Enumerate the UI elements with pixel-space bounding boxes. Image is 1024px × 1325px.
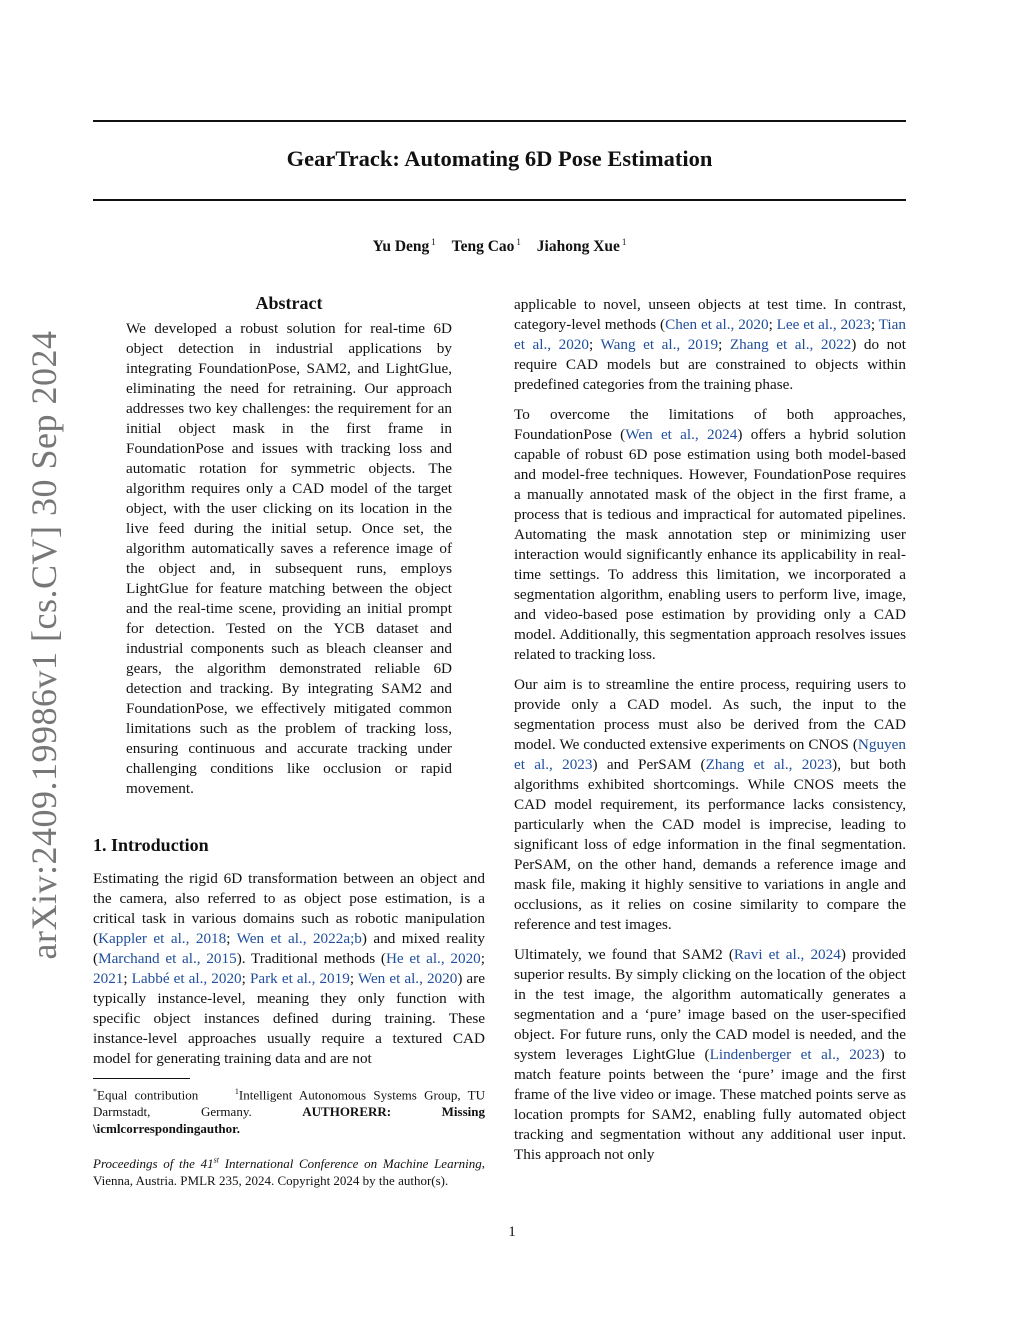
proceedings-note: Proceedings of the 41st International Conference on Machine Learning, Vienna, Austria. PMLR 235, 2024. Copyright 2024 by the author(s). (93, 1155, 485, 1188)
paragraph-text: ; (241, 970, 250, 987)
abstract-text: We developed a robust solution for real-time 6D object detection in industrial applications by integrating FoundationPose, SAM2, and LightGlue, eliminating the need for retraining. Our approach addresses two key challenges: the requirement for an initial object mask in the first frame in FoundationPose and issues with tracking loss and automatic rotation for symmetric objects. The algorithm requires only a CAD model of the target object, with the user clicking on its location in the live feed during the initial setup. Once set, the algorithm automatically saves a reference image of the object and, in subsequent runs, employs LightGlue for feature matching between the object and the real-time scene, providing an initial prompt for detection. Tested on the YCB dataset and industrial components such as bleach cleanser and gears, the algorithm demonstrated reliable 6D detection and tracking. By integrating SAM2 and FoundationPose, we effectively mitigated common limitations such as the problem of tracking loss, ensuring continuous and accurate tracking under challenging conditions like occlusion or rapid movement. (126, 320, 452, 797)
abstract-heading: Abstract (255, 293, 323, 313)
affiliation-mark: 1 (234, 1087, 239, 1096)
paragraph-text: ; (123, 970, 132, 987)
paragraph-text: ; (349, 970, 358, 987)
citation-link[interactable]: Wen et al., 2024 (625, 426, 738, 443)
paragraph-text: ; (480, 950, 485, 967)
author-list (93, 237, 906, 256)
arxiv-identifier: arXiv:2409.19986v1 [cs.CV] 30 Sep 2024 (24, 330, 64, 960)
citation-link[interactable]: 2021 (93, 970, 124, 987)
paragraph-text: ) to match feature points between the ‘pure’ image and the first frame of the live video or image. These matched points serve as location prompts for SAM2, enabling fully automated object tracking and segmentation without any additional user input. This approach not only (514, 1046, 906, 1163)
paragraph-text: ; (870, 316, 879, 333)
author-error-note: AUTHORERR: Missing \icmlcorrespondingauthor. (93, 1104, 485, 1137)
paragraph-text: ) are typically instance-level, meaning they only function with specific object instances defined during training. These instance-level approaches usually require a textured CAD model for generating training data and are not (93, 970, 485, 1067)
paragraph-text: ). Traditional methods ( (236, 950, 386, 967)
citation-link[interactable]: Park et al., 2019 (249, 970, 350, 987)
paragraph-text: ; (226, 930, 237, 947)
footnote: *Equal contribution $^1$Intelligent Autonomous Systems Group, TU Darmstadt, Germany. AUTHORERR: Missing \icmlcorrespondingauthor. Proceedings of the 41st International Conference on Machine Learning, Vienna, Austria. PMLR 235, 2024. Copyright 2024 by the author(s). (93, 1087, 485, 1188)
paragraph-text: Our aim is to streamline the entire process, requiring users to provide only a CAD model. As such, the input to the segmentation process must also be derived from the CAD model. We conducted extensive experiments on CNOS ( (514, 676, 906, 753)
title-rule-bottom (93, 199, 906, 201)
citation-link[interactable]: Ravi et al., 2024 (733, 946, 841, 963)
citation-link[interactable]: Wang et al., 2019 (600, 336, 719, 353)
citation-link[interactable]: Zhang et al., 2022 (729, 336, 852, 353)
author-name: Jiahong Xue $^1$ (536, 237, 627, 256)
paragraph-text: ) and mixed reality ( (93, 930, 486, 967)
paragraph-text: ) do not require CAD models but are constrained to objects within predefined categories from the training phase. (514, 336, 906, 393)
paragraph (514, 405, 906, 665)
paragraph-text: ) provided superior results. By simply clicking on the location of the object in the test image, the algorithm automatically generates a segmentation and a ‘pure’ image based on the user-specified object. For future runs, only the CAD model is needed, and the system leverages LightGlue ( (514, 946, 906, 1063)
paragraph-text: To overcome the limitations of both approaches, FoundationPose ( (514, 406, 906, 443)
intro-paragraph (93, 869, 485, 1079)
citation-link[interactable]: Labbé et al., 2020 (131, 970, 242, 987)
paragraph-text: Estimating the rigid 6D transformation between an object and the camera, also referred to as object pose estimation, is a critical task in various domains such as robotic manipulation ( (93, 870, 485, 947)
section-heading: 1. Introduction (93, 835, 209, 855)
paragraph-text: applicable to novel, unseen objects at test time. In contrast, category-level methods ( (514, 296, 906, 333)
paragraph (514, 945, 906, 1165)
paragraph-text: ; (718, 336, 730, 353)
footnote-mark: * (93, 1087, 97, 1096)
author-name: Teng Cao $^1$ (451, 237, 521, 256)
citation-link[interactable]: Lee et al., 2023 (776, 316, 871, 333)
citation-link[interactable]: Zhang et al., 2023 (705, 756, 833, 773)
affiliation-mark: 1 (621, 237, 627, 247)
page-number: 1 (508, 1224, 516, 1240)
paragraph-text: ) and PerSAM ( (592, 756, 706, 773)
citation-link[interactable]: Kappler et al., 2018 (98, 930, 227, 947)
citation-link[interactable]: Tian et al., 2020 (514, 316, 906, 353)
paragraph-text: ) offers a hybrid solution capable of robust 6D pose estimation using both model-based and model-free techniques. However, FoundationPose requires a manually annotated mask of the object in the first frame, a process that is tedious and impractical for automated pipelines. Automating the mask annotation step or minimizing user interaction would significantly enhance its applicability in real-time settings. To address this limitation, we incorporated a segmentation algorithm, enabling users to perform live, image, and video-based pose estimation by providing only a CAD model. Additionally, this segmentation approach resolves issues related to tracking loss. (514, 426, 906, 663)
citation-link[interactable]: Wen et al., 2020 (357, 970, 458, 987)
citation-link[interactable]: Lindenberger et al., 2023 (709, 1046, 880, 1063)
paragraph-text: ), but both algorithms exhibited shortcomings. While CNOS meets the CAD model requirement, its performance lacks consistency, particularly when the CAD model is imprecise, leading to significant loss of edge information in the final segmentation. PerSAM, on the other hand, demands a reference image and mask file, making it highly sensitive to variations in angle and occlusions, as it relies on cosine similarity to compare the reference and test images. (514, 756, 907, 933)
author-name: Yu Deng $^1$ (372, 237, 436, 256)
citation-link[interactable]: Marchand et al., 2015 (98, 950, 237, 967)
right-column (514, 295, 906, 1175)
affiliation-mark: 1 (431, 237, 436, 247)
citation-link[interactable]: Nguyen et al., 2023 (514, 736, 906, 773)
citation-link[interactable]: He et al., 2020 (385, 950, 481, 967)
affiliation-mark: 1 (516, 237, 521, 247)
paragraph-text: Ultimately, we found that SAM2 ( (514, 946, 734, 963)
footnote-rule (93, 1078, 190, 1079)
paragraph (514, 675, 906, 935)
title-rule-top (93, 120, 906, 122)
citation-link[interactable]: Wen et al., 2022a;b (236, 930, 362, 947)
paragraph-text: ; (589, 336, 601, 353)
paper-title: GearTrack: Automating 6D Pose Estimation (286, 146, 713, 171)
paragraph-text: ; (768, 316, 777, 333)
paragraph (514, 295, 906, 395)
citation-link[interactable]: Chen et al., 2020 (665, 316, 769, 333)
